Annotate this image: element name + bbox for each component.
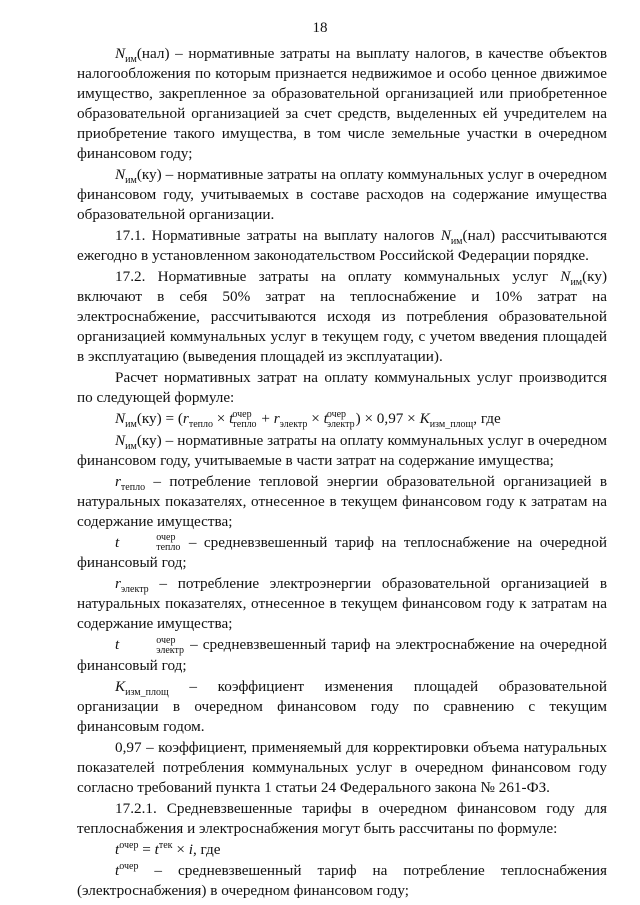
formula-operator: × <box>307 410 324 427</box>
definition-text: – потребление электроэнергии образовательной организацией в натуральных показателях, отнесенное в текущем финансовом году к затратам на содержание имущества; <box>77 575 607 633</box>
paragraph-text: 17.1. Нормативные затраты на выплату налогов <box>115 227 441 244</box>
symbol-t: t <box>115 840 120 858</box>
index-stack <box>327 410 355 430</box>
symbol-n: N <box>115 45 126 62</box>
definition-t-ocher <box>77 861 607 901</box>
symbol-r: r <box>115 472 121 490</box>
index-stack <box>232 410 256 430</box>
label-nal: (нал) <box>462 227 496 244</box>
subscript-izm-ploshch: изм_площ <box>125 686 169 698</box>
paragraph-text: рассчитываются ежегодно в установленном законодательством Российской Федерации порядке. <box>77 227 607 264</box>
page-number: 18 <box>312 20 328 36</box>
definition-r-teplo <box>77 472 607 532</box>
superscript-ocher: очер <box>156 634 176 646</box>
definition-n-ku <box>77 431 607 471</box>
subscript-im: им <box>450 236 463 248</box>
subscript-elektr: электр <box>279 419 308 431</box>
symbol-t: t <box>115 636 120 654</box>
subscript-teplo: тепло <box>232 418 257 430</box>
paragraph-calculation-intro: Расчет нормативных затрат на оплату коммунальных услуг производится по следующей формуле: <box>77 369 607 406</box>
formula-operator: ) × 0,97 × <box>355 410 420 427</box>
label-ku: (ку) <box>136 431 162 449</box>
subscript-elektr: электр <box>120 584 149 596</box>
subscript-teplo: тепло <box>120 481 146 493</box>
formula-utilities <box>77 409 607 430</box>
superscript-ocher: очер <box>232 408 252 420</box>
superscript-ocher: очер <box>119 860 139 872</box>
label-nal: (нал) <box>136 45 170 62</box>
symbol-t: t <box>115 533 120 551</box>
subscript-izm-ploshch: изм_площ <box>429 419 474 431</box>
definition-k-izm <box>77 677 607 737</box>
definition-text: – коэффициент изменения площадей образовательной организации в очередном финансовом году по сравнению с текущим финансовым годом. <box>77 677 607 735</box>
paragraph-text: 17.2. Нормативные затраты на оплату коммунальных услуг <box>115 268 561 285</box>
symbol-r: r <box>115 575 121 593</box>
symbol-t: t <box>115 861 120 879</box>
paragraph-17-2 <box>77 267 607 367</box>
formula-where: , где <box>192 840 221 858</box>
subscript-im: им <box>125 440 137 452</box>
paragraph-text: – нормативные затраты на выплату налогов, в качестве объектов налогообложения по которым признается недвижимое и особо ценное движимое имущество, закрепленное за образовательной организацией или приобретенное образовательной организацией за счет средств, выделенных ей учредителем на приобретение такого имущества, в том числе земельные участки в очередном финансовом году; <box>77 45 607 162</box>
subscript-im: им <box>125 175 137 187</box>
definition-text: – нормативные затраты на оплату коммунальных услуг в очередном финансовом году, учитываемые в части затрат на содержание имущества; <box>77 431 607 469</box>
subscript-elektr: электр <box>156 644 184 656</box>
subscript-teplo: тепло <box>188 419 213 431</box>
index-stack <box>118 636 184 656</box>
subscript-im: им <box>125 54 137 66</box>
superscript-ocher: очер <box>119 839 139 851</box>
formula-operator: × <box>213 410 230 427</box>
subscript-teplo: тепло <box>156 542 181 554</box>
formula-operator: = ( <box>161 410 183 427</box>
symbol-t: t <box>323 410 328 427</box>
definition-text: – потребление тепловой энергии образовательной организацией в натуральных показателях, отнесенное в текущем финансовом году к затратам на содержание имущества; <box>77 472 607 530</box>
symbol-n: N <box>560 268 571 285</box>
symbol-n: N <box>440 227 451 244</box>
symbol-r: r <box>182 410 189 427</box>
paragraph-n-nal-definition <box>77 44 607 164</box>
document-body <box>77 44 607 902</box>
paragraph-17-1 <box>77 226 607 266</box>
symbol-n: N <box>115 431 126 449</box>
label-ku: (ку) <box>136 166 162 183</box>
symbol-i: i <box>188 840 193 858</box>
formula-operator: = <box>138 840 155 858</box>
paragraph-text: – нормативные затраты на оплату коммунальных услуг в очередном финансовом году, учитываемых в составе расходов на содержание имущества образовательной организации. <box>77 166 607 223</box>
label-ku: (ку) <box>136 410 162 427</box>
superscript-tek: тек <box>158 839 173 851</box>
symbol-t: t <box>154 840 159 858</box>
paragraph-17-2-1: 17.2.1. Средневзвешенные тарифы в очередном финансовом году для теплоснабжения и электроснабжения могут быть рассчитаны по формуле: <box>77 799 607 837</box>
definition-r-elektr <box>77 574 607 634</box>
subscript-im: им <box>125 419 137 431</box>
label-ku: (ку) <box>582 268 607 285</box>
superscript-ocher: очер <box>326 408 347 420</box>
superscript-ocher: очер <box>156 532 176 544</box>
paragraph-text: включают в себя 50% затрат на теплоснабжение и 10% затрат на электроснабжение, рассчитываются исходя из потребления образовательной организацией коммунальных услуг в текущем году, с учетом введения площадей в эксплуатацию (выведения площадей из эксплуатации). <box>77 288 607 365</box>
symbol-k: K <box>419 410 430 427</box>
paragraph-n-ku-definition <box>77 165 607 225</box>
formula-where: , где <box>473 410 501 427</box>
symbol-n: N <box>115 410 126 427</box>
subscript-elektr: электр <box>326 418 355 430</box>
symbol-t: t <box>229 410 234 427</box>
index-stack <box>118 533 180 553</box>
paragraph-coefficient-097: 0,97 – коэффициент, применяемый для корректировки объема натуральных показателей потребления коммунальных услуг в очередном финансовом году согласно требований пункта 1 статьи 24 Федерального закона № 261-ФЗ. <box>77 738 607 796</box>
definition-text: – средневзвешенный тариф на потребление теплоснабжения (электроснабжения) в очередном финансовом году; <box>77 861 607 899</box>
definition-t-teplo <box>77 533 607 574</box>
definition-t-elektr <box>77 635 607 676</box>
symbol-r: r <box>273 410 280 427</box>
formula-operator: × <box>172 840 189 858</box>
definition-text: – средневзвешенный тариф на электроснабжение на очередной финансовый год; <box>77 636 607 674</box>
symbol-k: K <box>115 677 126 695</box>
definition-text: – средневзвешенный тариф на теплоснабжение на очередной финансовый год; <box>77 533 607 572</box>
formula-tariff <box>77 840 607 860</box>
formula-operator: + <box>257 410 274 427</box>
subscript-im: им <box>570 277 583 289</box>
symbol-n: N <box>115 166 126 183</box>
